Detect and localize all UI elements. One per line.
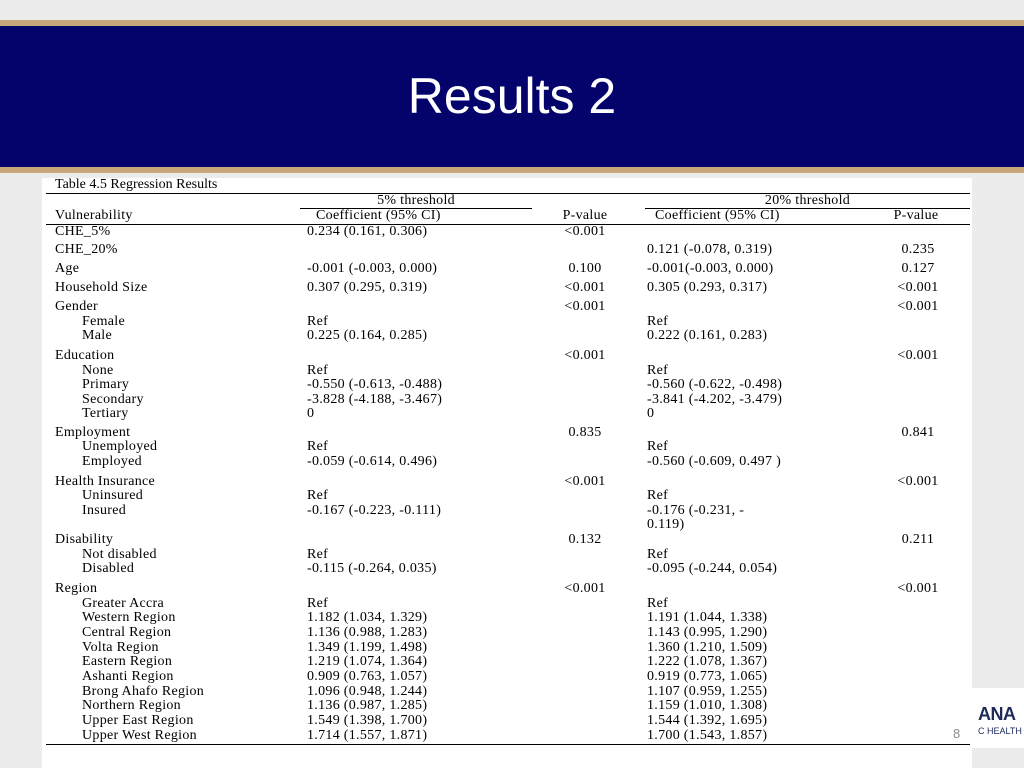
row-label: Central Region xyxy=(82,625,172,640)
row-coef-5: -0.115 (-0.264, 0.035) xyxy=(307,561,437,576)
row-label: Tertiary xyxy=(82,406,129,421)
row-coef-5: Ref xyxy=(307,439,329,454)
row-label: Western Region xyxy=(82,610,176,625)
row-pvalue-5: 0.100 xyxy=(568,261,602,276)
row-coef-20: Ref xyxy=(647,488,669,503)
row-pvalue-5: <0.001 xyxy=(564,474,606,489)
row-coef-20: -0.560 (-0.609, 0.497 ) xyxy=(647,454,782,469)
row-coef-20: 0.121 (-0.078, 0.319) xyxy=(647,242,773,257)
row-label: Secondary xyxy=(82,392,144,407)
row-label: Region xyxy=(55,581,98,596)
row-pvalue-20: 0.841 xyxy=(901,425,935,440)
group-header-5pct: 5% threshold xyxy=(377,193,455,208)
row-pvalue-20: <0.001 xyxy=(897,581,939,596)
row-coef-20: 1.159 (1.010, 1.308) xyxy=(647,698,768,713)
row-coef-5: Ref xyxy=(307,596,329,611)
row-label: Eastern Region xyxy=(82,654,173,669)
row-coef-5: 1.219 (1.074, 1.364) xyxy=(307,654,428,669)
row-label: CHE_5% xyxy=(55,224,111,239)
row-label: Male xyxy=(82,328,112,343)
logo-text-bottom: C HEALTH xyxy=(978,726,1022,736)
row-coef-5: Ref xyxy=(307,488,329,503)
row-label: Employment xyxy=(55,425,131,440)
row-coef-5: 1.136 (0.988, 1.283) xyxy=(307,625,428,640)
row-label: Upper East Region xyxy=(82,713,194,728)
row-coef-20: Ref xyxy=(647,314,669,329)
header-bottom-rule xyxy=(46,224,970,225)
row-coef-20: Ref xyxy=(647,363,669,378)
row-coef-20: 1.544 (1.392, 1.695) xyxy=(647,713,768,728)
row-pvalue-5: <0.001 xyxy=(564,224,606,239)
row-coef-20: Ref xyxy=(647,596,669,611)
row-pvalue-5: 0.835 xyxy=(568,425,602,440)
row-coef-5: 1.182 (1.034, 1.329) xyxy=(307,610,428,625)
row-coef-5: 0 xyxy=(307,406,315,421)
group-header-20pct: 20% threshold xyxy=(764,193,851,208)
row-coef-20: 1.700 (1.543, 1.857) xyxy=(647,728,768,743)
row-label: Age xyxy=(55,261,80,276)
banner-bottom-stripe xyxy=(0,167,1024,173)
row-label: Insured xyxy=(82,503,127,518)
row-coef-20: 0 xyxy=(647,406,655,421)
col-header-coef-20: Coefficient (95% CI) xyxy=(655,208,780,223)
row-coef-20: 1.191 (1.044, 1.338) xyxy=(647,610,768,625)
row-label: Greater Accra xyxy=(82,596,165,611)
row-label: CHE_20% xyxy=(55,242,118,257)
logo-text-top: ANA xyxy=(978,704,1016,724)
row-coef-5: Ref xyxy=(307,547,329,562)
row-label: Volta Region xyxy=(82,640,159,655)
row-coef-5: 1.136 (0.987, 1.285) xyxy=(307,698,428,713)
row-coef-20: -0.176 (-0.231, - xyxy=(647,503,745,518)
row-label: Education xyxy=(55,348,115,363)
row-pvalue-20: <0.001 xyxy=(897,348,939,363)
row-coef-5: -0.001 (-0.003, 0.000) xyxy=(307,261,438,276)
institution-logo xyxy=(972,688,1024,748)
row-pvalue-5: <0.001 xyxy=(564,299,606,314)
row-coef-20: -3.841 (-4.202, -3.479) xyxy=(647,392,783,407)
row-coef-20: Ref xyxy=(647,439,669,454)
row-coef-5: Ref xyxy=(307,314,329,329)
row-pvalue-20: <0.001 xyxy=(897,299,939,314)
row-label: Unemployed xyxy=(82,439,158,454)
col-header-p-5: P-value xyxy=(562,208,608,223)
row-coef-20: 1.143 (0.995, 1.290) xyxy=(647,625,768,640)
table-image xyxy=(42,178,972,768)
row-label: Employed xyxy=(82,454,142,469)
row-coef-20: 0.119) xyxy=(647,517,685,532)
row-coef-5: 1.349 (1.199, 1.498) xyxy=(307,640,428,655)
row-coef-20: 0.222 (0.161, 0.283) xyxy=(647,328,768,343)
slide-title: Results 2 xyxy=(407,68,617,124)
row-coef-20: 0.919 (0.773, 1.065) xyxy=(647,669,768,684)
row-coef-5: 1.549 (1.398, 1.700) xyxy=(307,713,428,728)
row-pvalue-20: 0.211 xyxy=(901,532,935,547)
row-label: Disabled xyxy=(82,561,135,576)
row-pvalue-5: <0.001 xyxy=(564,280,606,295)
row-pvalue-20: 0.235 xyxy=(901,242,935,257)
row-pvalue-5: <0.001 xyxy=(564,581,606,596)
row-pvalue-5: <0.001 xyxy=(564,348,606,363)
row-coef-5: -0.167 (-0.223, -0.111) xyxy=(307,503,442,518)
row-label: Female xyxy=(82,314,126,329)
row-coef-20: 1.222 (1.078, 1.367) xyxy=(647,654,768,669)
row-pvalue-20: <0.001 xyxy=(897,474,939,489)
row-pvalue-20: 0.127 xyxy=(901,261,935,276)
row-coef-5: -3.828 (-4.188, -3.467) xyxy=(307,392,443,407)
row-label: Health Insurance xyxy=(55,474,156,489)
row-label: Disability xyxy=(55,532,114,547)
table-bottom-rule xyxy=(46,744,970,745)
row-label: Northern Region xyxy=(82,698,181,713)
row-coef-20: 1.107 (0.959, 1.255) xyxy=(647,684,768,699)
row-coef-20: 1.360 (1.210, 1.509) xyxy=(647,640,768,655)
row-label: Ashanti Region xyxy=(82,669,174,684)
row-coef-20: -0.560 (-0.622, -0.498) xyxy=(647,377,783,392)
row-label: Uninsured xyxy=(82,488,144,503)
row-coef-5: 0.225 (0.164, 0.285) xyxy=(307,328,428,343)
row-label: Not disabled xyxy=(82,547,157,562)
row-pvalue-20: <0.001 xyxy=(897,280,939,295)
row-coef-5: 1.096 (0.948, 1.244) xyxy=(307,684,428,699)
row-coef-5: -0.550 (-0.613, -0.488) xyxy=(307,377,443,392)
row-coef-5: 1.714 (1.557, 1.871) xyxy=(307,728,428,743)
row-coef-20: -0.095 (-0.244, 0.054) xyxy=(647,561,778,576)
table-caption: Table 4.5 Regression Results xyxy=(55,177,218,192)
row-coef-20: -0.001(-0.003, 0.000) xyxy=(647,261,774,276)
col-header-coef-5: Coefficient (95% CI) xyxy=(316,208,441,223)
page-number: 8 xyxy=(953,726,961,741)
row-coef-20: Ref xyxy=(647,547,669,562)
row-label: Household Size xyxy=(55,280,148,295)
row-label: Upper West Region xyxy=(82,728,197,743)
row-label: Gender xyxy=(55,299,99,314)
row-coef-20: 0.305 (0.293, 0.317) xyxy=(647,280,768,295)
row-label: Primary xyxy=(82,377,130,392)
row-coef-5: 0.909 (0.763, 1.057) xyxy=(307,669,428,684)
col-header-variable: Vulnerability xyxy=(55,208,133,223)
row-label: None xyxy=(82,363,114,378)
col-header-p-20: P-value xyxy=(893,208,939,223)
row-coef-5: -0.059 (-0.614, 0.496) xyxy=(307,454,438,469)
row-coef-5: 0.307 (0.295, 0.319) xyxy=(307,280,428,295)
row-pvalue-5: 0.132 xyxy=(568,532,602,547)
row-coef-5: Ref xyxy=(307,363,329,378)
row-coef-5: 0.234 (0.161, 0.306) xyxy=(307,224,428,239)
row-label: Brong Ahafo Region xyxy=(82,684,205,699)
